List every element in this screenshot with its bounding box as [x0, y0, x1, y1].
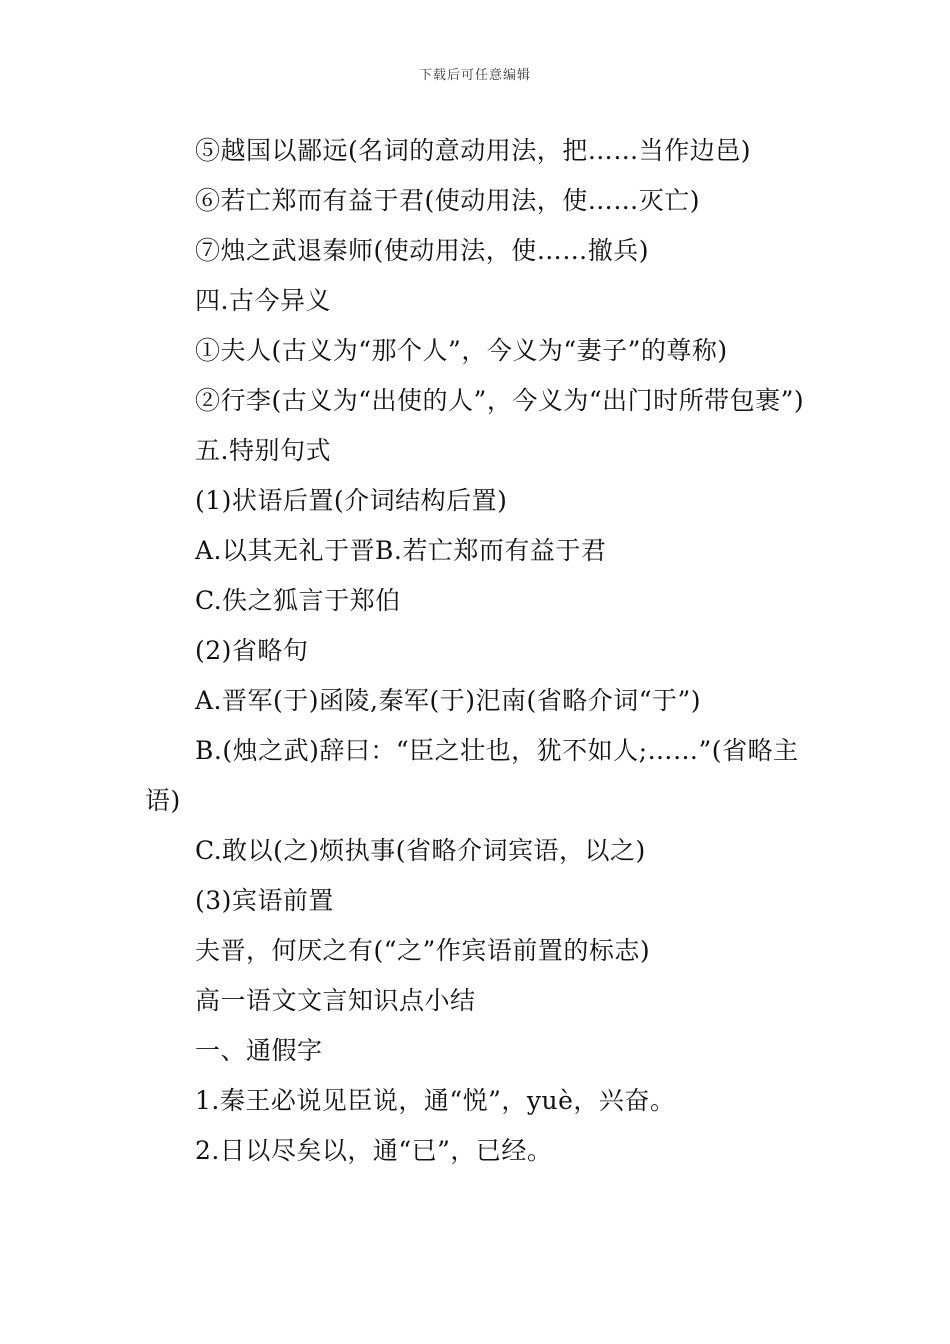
- paragraph: 夫晋，何厌之有(“之”作宾语前置的标志): [195, 936, 651, 965]
- paragraph: C.佚之狐言于郑伯: [195, 586, 401, 615]
- section-heading: 高一语文文言知识点小结: [195, 986, 476, 1015]
- paragraph: (3)宾语前置: [195, 886, 334, 915]
- section-heading: 一、通假字: [195, 1036, 323, 1065]
- paragraph: ⑤越国以鄙远(名词的意动用法，把……当作边邑): [195, 136, 752, 165]
- paragraph: ⑦烛之武退秦师(使动用法，使……撤兵): [195, 236, 650, 265]
- paragraph: A.以其无礼于晋B.若亡郑而有益于君: [195, 536, 607, 565]
- paragraph: 1.秦王必说见臣说，通“悦”，yuè，兴奋。: [195, 1086, 676, 1115]
- paragraph: 2.日以尽矣以，通“已”，已经。: [195, 1136, 553, 1165]
- paragraph: B.(烛之武)辞曰：“臣之壮也，犹不如人;……”(省略主语): [145, 736, 799, 815]
- paragraph: C.敢以(之)烦执事(省略介词宾语，以之): [195, 836, 646, 865]
- paragraph: ①夫人(古义为“那个人”，今义为“妻子”的尊称): [195, 336, 728, 365]
- paragraph: (2)省略句: [195, 636, 309, 665]
- section-heading: 四.古今异义: [195, 286, 331, 315]
- paragraph: ⑥若亡郑而有益于君(使动用法，使……灭亡): [195, 186, 701, 215]
- section-heading: 五.特别句式: [195, 436, 331, 465]
- paragraph: ②行李(古义为“出使的人”，今义为“出门时所带包裹”): [195, 386, 805, 415]
- paragraph: (1)状语后置(介词结构后置): [195, 486, 508, 515]
- page-header-note: 下载后可任意编辑: [418, 68, 531, 83]
- paragraph: A.晋军(于)函陵,秦军(于)汜南(省略介词“于”): [195, 686, 702, 715]
- document-body: [145, 126, 813, 1176]
